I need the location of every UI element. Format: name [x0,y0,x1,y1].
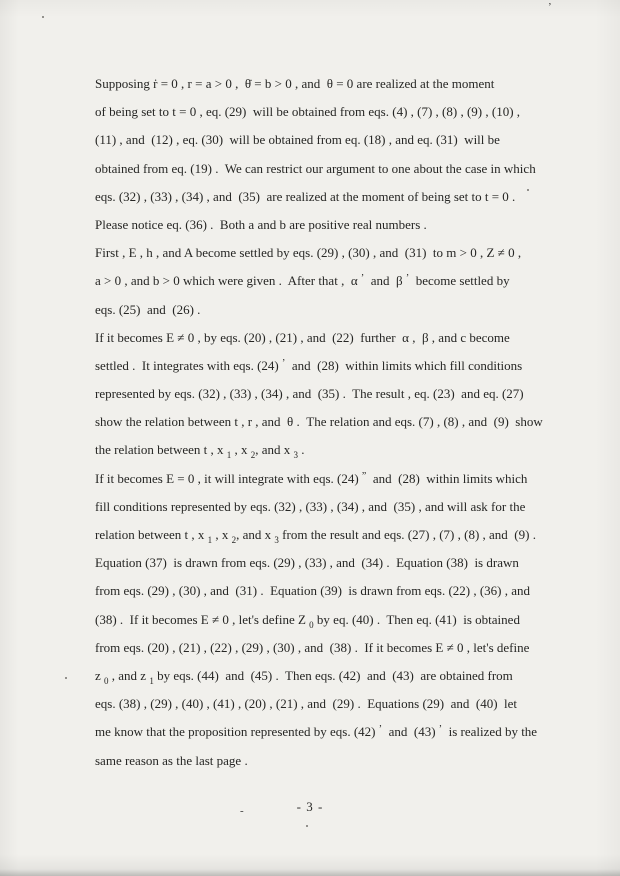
scan-speck [306,825,308,827]
text-line: eqs. (25) and (26) . [95,301,201,317]
subscript: 1 [226,450,232,461]
text-line: show the relation between t , r , and θ . The relation and eqs. (7) , (8) , and (9) show [95,414,543,430]
prime-mark: ’ [282,357,286,369]
text-line: from eqs. (29) , (30) , and (31) . Equation (39) is drawn from eqs. (22) , (36) , and [95,583,531,599]
text-line: the relation between t , x $_1$ , x $_2$, and x $_3$ . [95,442,305,461]
page-number: - 3 - [296,799,324,814]
text-line: eqs. (38) , (29) , (40) , (41) , (20) , (21) , and (29) . Equations (29) and (40) let [95,696,518,712]
prime-mark: ’ [378,724,383,736]
text-line: If it becomes E ≠ 0 , by eqs. (20) , (21) , and (22) further α , β , and c become [95,329,510,345]
subscript: 1 [149,675,154,686]
subscript: 3 [293,450,299,461]
text-line: me know that the proposition represented by eqs. (42) ’ and (43) ’ is realized by the [95,724,538,740]
text-line: eqs. (32) , (33) , (34) , and (35) are realized at the moment of being set to t = 0 . [95,188,516,204]
text-line: represented by eqs. (32) , (33) , (34) , and (35) . The result , eq. (23) and eq. (27) [95,386,524,402]
scan-mark: - [240,805,244,817]
prime-mark: ” [361,470,367,482]
scan-speck [527,189,529,191]
prime-mark: ’ [360,273,365,285]
scan-speck [42,16,44,18]
subscript: 2 [250,450,256,461]
text-line: Supposing ṙ = 0 , r = a > 0 , θ̇ = b > 0 , and θ = 0 are realized at the moment [95,76,495,91]
text-line: First , E , h , and A become settled by eqs. (29) , (30) , and (31) to m > 0 , Z ≠ 0 , [95,245,522,261]
text-line: fill conditions represented by eqs. (32) , (33) , (34) , and (35) , and will ask for the [95,498,526,514]
prime-mark: ’ [405,273,410,285]
text-line: a > 0 , and b > 0 which were given . After that , α ’ and β ’ become settled by [95,273,510,289]
text-line: of being set to t = 0 , eq. (29) will be obtained from eqs. (4) , (7) , (8) , (9) , (10) , [95,104,521,120]
text-line: same reason as the last page . [95,752,248,768]
subscript: 2 [231,535,237,545]
text-line: (38) . If it becomes E ≠ 0 , let's define Z $_0$ by eq. (40) . Then eq. (41) is obtained [95,611,520,630]
prime-mark: ’ [438,724,443,736]
text-line: relation between t , x $_1$ , x $_2$, and x $_3$ from the result and eqs. (27) , (7) , (8) , and (9) . [95,527,536,545]
subscript: 0 [309,619,314,630]
text-line: If it becomes E = 0 , it will integrate with eqs. (24) ” and (28) within limits which [95,470,528,486]
subscript: 3 [274,535,279,545]
text-line: Equation (37) is drawn from eqs. (29) , (33) , and (34) . Equation (38) is drawn [95,555,519,571]
text-line: Please notice eq. (36) . Both a and b are positive real numbers . [95,216,427,232]
text-line: (11) , and (12) , eq. (30) will be obtained from eq. (18) , and eq. (31) will be [95,132,500,148]
document-text [95,70,577,775]
text-line: z $_0$ , and z $_1$ by eqs. (44) and (45) . Then eqs. (42) and (43) are obtained from [95,667,513,686]
text-line: from eqs. (20) , (21) , (22) , (29) , (30) , and (38) . If it becomes E ≠ 0 , let's define [95,639,530,655]
scan-mark: ’ [548,1,552,13]
text-line: obtained from eq. (19) . We can restrict our argument to one about the case in which [95,160,536,176]
subscript: 1 [207,535,213,545]
scan-speck [65,677,67,679]
document-lines [95,70,577,775]
subscript: 0 [104,675,109,686]
text-line: settled . It integrates with eqs. (24) ’ and (28) within limits which fill conditions [95,357,523,373]
